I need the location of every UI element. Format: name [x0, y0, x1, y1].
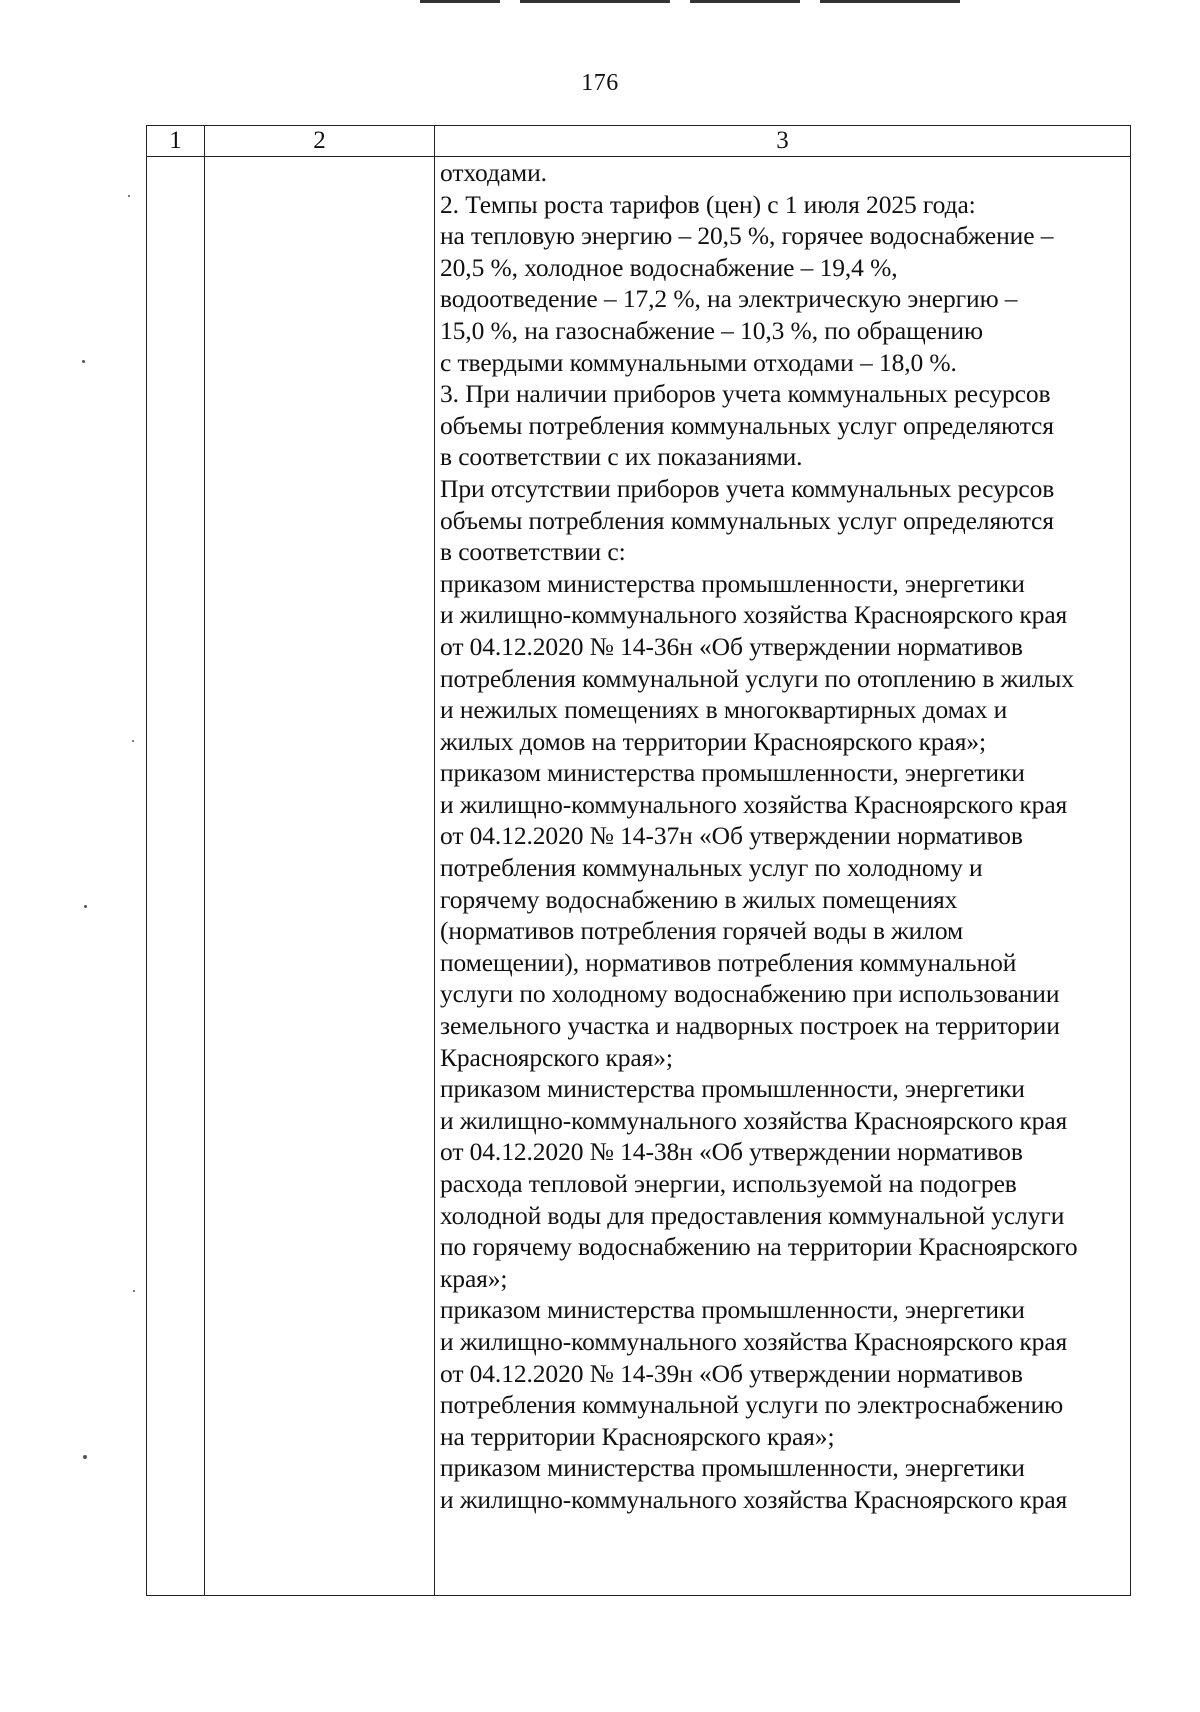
- scan-speck: [84, 905, 87, 908]
- cell-column-1: [147, 157, 205, 1596]
- cell-column-2: [205, 157, 435, 1596]
- text-line: в соответствии с:: [440, 537, 626, 567]
- text-line: на тепловую энергию – 20,5 %, горячее водоснабжение –: [440, 221, 1054, 251]
- scan-edge-mark: [420, 0, 500, 3]
- text-line: 15,0 %, на газоснабжение – 10,3 %, по обращению: [440, 315, 983, 345]
- column-header-1: 1: [147, 126, 205, 157]
- page-number: 176: [581, 70, 619, 96]
- text-line: жилых домов на территории Красноярского края»;: [440, 726, 987, 756]
- text-line: приказом министерства промышленности, энергетики: [440, 1074, 1025, 1104]
- table-body-row: [147, 157, 1131, 1596]
- text-line: от 04.12.2020 № 14-38н «Об утверждении нормативов: [440, 1137, 1023, 1167]
- text-line: При отсутствии приборов учета коммунальных ресурсов: [440, 473, 1055, 503]
- text-line: края»;: [440, 1263, 508, 1293]
- scan-speck: [83, 1455, 87, 1459]
- column-header-2: 2: [205, 126, 435, 157]
- text-line: 20,5 %, холодное водоснабжение – 19,4 %,: [440, 252, 898, 282]
- scan-speck: [128, 195, 130, 197]
- text-line: приказом министерства промышленности, энергетики: [440, 568, 1025, 598]
- table-header-row: [147, 126, 1131, 157]
- text-line: 3. При наличии приборов учета коммунальных ресурсов: [440, 379, 1051, 409]
- scan-edge-mark: [520, 0, 670, 3]
- text-line: объемы потребления коммунальных услуг определяются: [440, 410, 1054, 440]
- text-line: водоотведение – 17,2 %, на электрическую энергию –: [440, 284, 1018, 314]
- scan-edge-mark: [820, 0, 960, 3]
- column-header-3: 3: [435, 126, 1131, 157]
- text-line: услуги по холодному водоснабжению при использовании: [440, 979, 1060, 1009]
- text-line: потребления коммунальной услуги по электроснабжению: [440, 1390, 1064, 1420]
- scan-speck: [133, 1290, 135, 1292]
- text-line: помещении), нормативов потребления коммунальной: [440, 947, 1017, 977]
- text-line: горячему водоснабжению в жилых помещениях: [440, 884, 958, 914]
- text-line: земельного участка и надворных построек на территории: [440, 1011, 1060, 1041]
- text-line: потребления коммунальной услуги по отоплению в жилых: [440, 663, 1074, 693]
- text-line: расхода тепловой энергии, используемой на подогрев: [440, 1169, 1017, 1198]
- scan-edge-mark: [690, 0, 800, 3]
- text-line: приказом министерства промышленности, энергетики: [440, 758, 1025, 788]
- text-line: потребления коммунальных услуг по холодному и: [440, 853, 983, 883]
- text-line: от 04.12.2020 № 14-36н «Об утверждении нормативов: [440, 631, 1023, 661]
- text-line: от 04.12.2020 № 14-37н «Об утверждении нормативов: [440, 821, 1023, 851]
- text-line: приказом министерства промышленности, энергетики: [440, 1295, 1025, 1325]
- text-line: холодной воды для предоставления коммунальной услуги: [440, 1200, 1065, 1230]
- cell-column-3: [435, 157, 1131, 1596]
- text-line: Красноярского края»;: [440, 1042, 673, 1072]
- text-line: приказом министерства промышленности, энергетики: [440, 1453, 1025, 1483]
- text-line: и жилищно-коммунального хозяйства Красноярского края: [440, 789, 1068, 819]
- text-line: на территории Красноярского края»;: [440, 1421, 835, 1451]
- text-line: 2. Темпы роста тарифов (цен) с 1 июля 2025 года:: [440, 189, 976, 219]
- text-line: в соответствии с их показаниями.: [440, 442, 803, 472]
- text-line: объемы потребления коммунальных услуг определяются: [440, 505, 1054, 535]
- scan-speck: [82, 360, 85, 363]
- text-line: и жилищно-коммунального хозяйства Красноярского края: [440, 1326, 1068, 1356]
- scan-speck: [132, 740, 134, 742]
- text-line: с твердыми коммунальными отходами – 18,0 %.: [440, 347, 957, 377]
- document-table: [146, 125, 1131, 1596]
- text-line: по горячему водоснабжению на территории Красноярского: [440, 1232, 1078, 1262]
- text-line: отходами.: [440, 158, 547, 187]
- text-line: и жилищно-коммунального хозяйства Красноярского края: [440, 1105, 1068, 1135]
- text-line: и жилищно-коммунального хозяйства Красноярского края: [440, 600, 1068, 630]
- text-line: и жилищно-коммунального хозяйства Красноярского края: [440, 1484, 1068, 1514]
- text-line: от 04.12.2020 № 14-39н «Об утверждении нормативов: [440, 1358, 1023, 1388]
- text-line: (нормативов потребления горячей воды в жилом: [440, 916, 964, 946]
- text-line: и нежилых помещениях в многоквартирных домах и: [440, 695, 1008, 725]
